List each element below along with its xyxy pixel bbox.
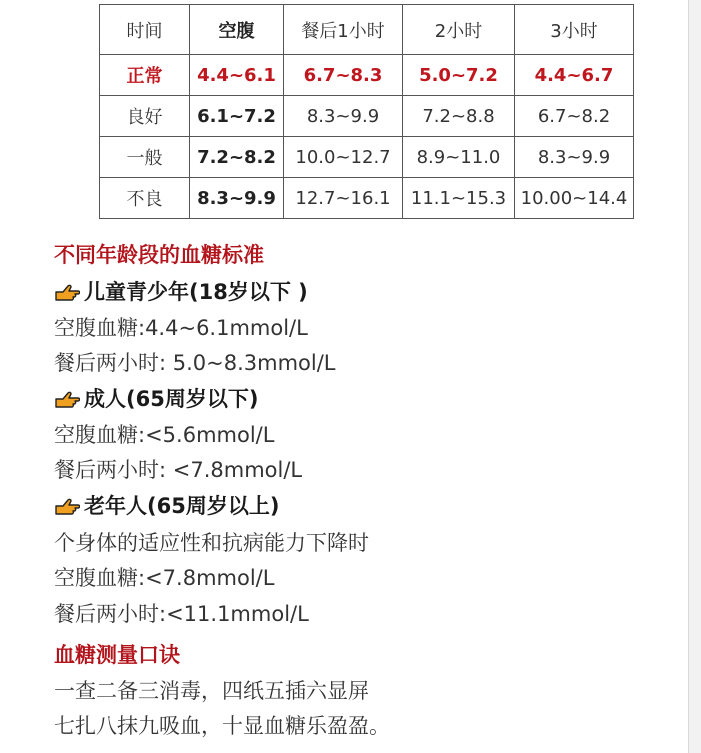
group-heading-elderly — [54, 496, 279, 517]
table-cell: 7.2~8.8 — [403, 96, 515, 137]
text-line: 个身体的适应性和抗病能力下降时 — [54, 531, 369, 555]
text-line: 空腹血糖:<5.6mmol/L — [54, 423, 275, 447]
text-line: 餐后两小时:<11.1mmol/L — [54, 602, 309, 626]
table-cell: 4.4~6.7 — [515, 55, 634, 96]
pointing-hand-icon — [54, 497, 80, 517]
group-heading-text: 老年人(65周岁以上) — [84, 494, 280, 518]
group-heading-youth — [54, 282, 308, 303]
group-heading-text: 成人(65周岁以下) — [84, 387, 259, 411]
header-2h: 2小时 — [403, 5, 515, 55]
row-label: 良好 — [100, 96, 190, 137]
table-cell: 10.00~14.4 — [515, 178, 634, 219]
text-line: 餐后两小时: <7.8mmol/L — [54, 458, 303, 482]
section-title-measurement-rhyme: 血糖测量口诀 — [54, 643, 180, 667]
rhyme-line: 七扎八抹九吸血，十显血糖乐盈盈。 — [54, 714, 390, 738]
pointing-hand-icon — [54, 390, 80, 410]
header-3h: 3小时 — [515, 5, 634, 55]
table-cell: 8.3~9.9 — [515, 137, 634, 178]
table-cell: 11.1~15.3 — [403, 178, 515, 219]
header-after-1h: 餐后1小时 — [284, 5, 403, 55]
table-cell: 5.0~7.2 — [403, 55, 515, 96]
row-label: 不良 — [100, 178, 190, 219]
table-row — [100, 96, 634, 137]
row-label: 一般 — [100, 137, 190, 178]
table-header-row — [100, 5, 634, 55]
table-cell: 4.4~6.1 — [190, 55, 284, 96]
pointing-hand-icon — [54, 283, 80, 303]
header-fasting: 空腹 — [190, 5, 284, 55]
table-cell: 8.3~9.9 — [190, 178, 284, 219]
section-title-age-standards: 不同年龄段的血糖标准 — [54, 243, 264, 267]
table-row — [100, 55, 634, 96]
table-cell: 7.2~8.2 — [190, 137, 284, 178]
table-row — [100, 137, 634, 178]
row-label: 正常 — [100, 55, 190, 96]
table-cell: 8.3~9.9 — [284, 96, 403, 137]
table-cell: 6.7~8.2 — [515, 96, 634, 137]
table-cell: 10.0~12.7 — [284, 137, 403, 178]
blood-glucose-table — [99, 4, 634, 219]
rhyme-line: 一查二备三消毒，四纸五插六显屏 — [54, 679, 369, 703]
table-cell: 12.7~16.1 — [284, 178, 403, 219]
header-time: 时间 — [100, 5, 190, 55]
table-cell: 6.1~7.2 — [190, 96, 284, 137]
group-heading-adult — [54, 389, 258, 410]
group-heading-text: 儿童青少年(18岁以下 ) — [84, 280, 308, 304]
text-line: 空腹血糖:<7.8mmol/L — [54, 566, 275, 590]
table-row — [100, 178, 634, 219]
table-cell: 8.9~11.0 — [403, 137, 515, 178]
text-line: 空腹血糖:4.4~6.1mmol/L — [54, 316, 308, 340]
text-line: 餐后两小时: 5.0~8.3mmol/L — [54, 351, 336, 375]
table-cell: 6.7~8.3 — [284, 55, 403, 96]
